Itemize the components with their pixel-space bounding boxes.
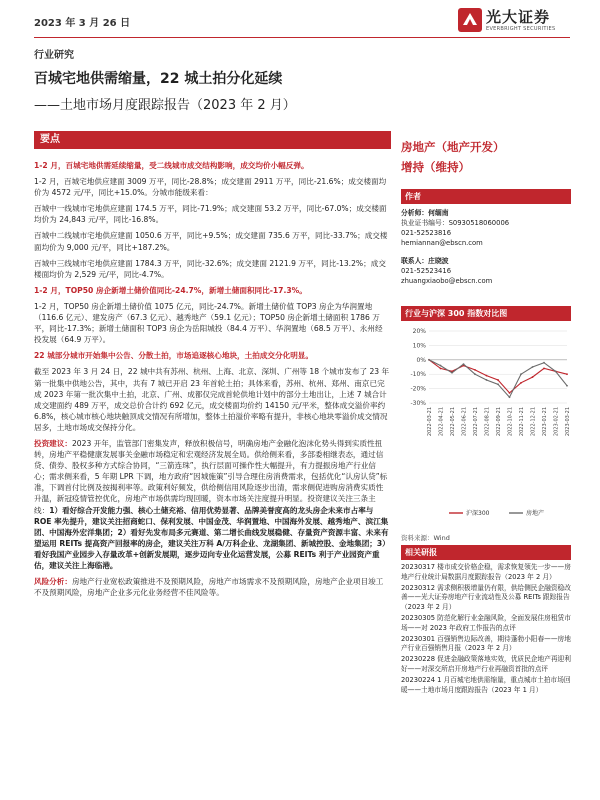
chart-data-point xyxy=(566,385,568,387)
contact-email[interactable]: zhuangxiaobo@ebscn.com xyxy=(401,277,493,285)
chart-data-point xyxy=(532,376,534,378)
chart-source: 资料来源：Wind xyxy=(401,534,450,542)
rating: 增持（维持） xyxy=(401,160,470,174)
chart-x-tick-label: 2022-07-21 xyxy=(473,407,479,437)
chart-x-tick-label: 2022-11-21 xyxy=(519,407,525,437)
chart-data-point xyxy=(509,396,511,398)
chart-data-point xyxy=(497,383,499,385)
chart-x-tick-label: 2022-12-21 xyxy=(530,407,537,437)
sector-name: 房地产（地产开发） xyxy=(401,140,505,154)
related-report[interactable]: 20230312 需求侧积极增量仍有限，供给侧民企融资稳改善——光大证券房地产行业流动性及公募 REITs 跟踪报告（2023 年 2 月） xyxy=(401,583,571,612)
chart-y-tick-label: 20% xyxy=(412,328,426,335)
chart-data-point xyxy=(497,379,499,381)
chart-svg xyxy=(401,323,571,523)
author-block xyxy=(401,208,571,286)
contact-phone: 021-52523416 xyxy=(401,267,452,275)
chart-data-point xyxy=(474,373,476,375)
related-report[interactable]: 20230317 楼市成交价格企稳，需求恢复领先一步——房地产行业统计局数据月度跟踪报告（2023 年 2 月） xyxy=(401,563,571,581)
chart-series-line xyxy=(429,360,567,397)
chart-x-tick-label: 2023-01-21 xyxy=(542,407,548,437)
chart-x-tick-label: 2022-09-21 xyxy=(496,407,502,437)
chart-data-point xyxy=(566,373,568,375)
chart-data-point xyxy=(451,372,453,374)
paragraph-tier1: 百城中一线城市宅地供应建面 174.5 万平，同比-71.9%；成交建面 53.2 万平，同比-67.0%；成交楼面均价为 24,843 元/平，同比-16.8%。 xyxy=(34,204,387,225)
report-title: 百城宅地供需缩量，22 城土拍分化延续 xyxy=(34,71,283,87)
chart-data-point xyxy=(543,368,545,370)
related-reports xyxy=(401,563,571,696)
chart-legend-label: 房地产 xyxy=(526,510,545,517)
chart-y-tick-label: 0% xyxy=(416,356,426,364)
paragraph-supply: 1-2 月，百城宅地供应建面 3009 万平，同比-28.8%；成交建面 2911 万平，同比-21.6%；成交楼面均价为 4572 元/平，同比+15.0%。分城市能级来看： xyxy=(34,177,387,198)
contact-name: 联系人：庄晓波 xyxy=(401,257,449,265)
paragraph-22-cities: 截至 2023 年 3 月 24 日，22 城中共有苏州、杭州、上海、北京、深圳、广州等 18 个城市发布了 23 年第一批集中供地公告，其中，共有 7 城已开启 23 年首轮土拍；具体来看，苏州、杭州、郑州、南京已完成 2023 年第一批次集中土拍，北京、广州、成都仅完成首轮供地计划中的部分土地出让，上述 7 城合计成交建面约 489 万平，成交总价合计约 692 亿元，成交楼面均价约 14150 元/平米，整体成交溢价率约 6.8%，核心城市核心地块触顶成交情况有所增加，整体土拍溢价率略有提升，非核心地块零溢价成交情况居多，土地市场成交保持分化。 xyxy=(34,367,390,432)
report-category: 行业研究 xyxy=(34,50,74,61)
index-comparison-chart xyxy=(401,323,571,533)
brand-logo-icon xyxy=(458,8,482,32)
chart-x-tick-label: 2023-02-21 xyxy=(553,407,560,437)
analyst-cert: 执业证书编号：S0930518060006 xyxy=(401,219,510,227)
chart-y-tick-label: -10% xyxy=(410,371,426,379)
analyst-email[interactable]: hemiannan@ebscn.com xyxy=(401,239,483,247)
report-subtitle: ——土地市场月度跟踪报告（2023 年 2 月） xyxy=(34,98,296,113)
highlight-3: 22 城部分城市开始集中公告、分散土拍，市场追逐核心地块，土拍成交分化明显。 xyxy=(34,351,313,361)
analyst-phone: 021-52523816 xyxy=(401,229,452,237)
related-header: 相关研报 xyxy=(401,545,571,560)
chart-x-tick-label: 2022-06-21 xyxy=(461,407,468,437)
paragraph-investment xyxy=(34,438,390,571)
section-header-key-points: 要点 xyxy=(34,131,391,149)
analyst-name: 分析师：何缅南 xyxy=(401,209,449,217)
chart-header: 行业与沪深 300 指数对比图 xyxy=(401,306,571,321)
paragraph-tier2: 百城中二线城市宅地供应建面 1050.6 万平，同比+9.5%；成交建面 735.6 万平，同比-33.7%；成交楼面均价为 9,000 元/平，同比+187.2%。 xyxy=(34,231,388,252)
investment-text: 2023 开年，监管部门密集发声，释放积极信号，明确房地产金融化泡沫化势头得到实质性扭转，房地产平稳健康发展事关金融市场稳定和宏观经济发展全局。供给侧来看，多部委相继表态，通过信贷、债券、股权多种方式综合协同，“三箭连珠”，执行层面可操作性大幅提升，有力提振房地产行业信心；需求侧来看，5 年期 LPR 下调，地方政府“因城施策”引导合理住房消费需求，包括优化“认房认贷”标准，下调首付比例及按揭利率等。政策利好频发，供给侧信用风险逐步出清，需求侧促进购房消费实质性升温，新冠疫情管控优化，房地产市场供需均现回暖，资本市场关注度提升明显。投资建议关注三条主线： xyxy=(34,438,388,515)
investment-lines: 1）看好综合开发能力强、核心土储充裕、信用优势显著、品牌美誉度高的龙头房企未来市占率与 ROE 率先提升，建议关注招商蛇口、保利发展、中国金茂、华润置地、中国海外发展、越秀地产、滨江集团、中国海外宏洋集团；2）看好先发布局多元赛道、第二增长曲线发展稳健、存量资产资源丰富、未来有望运用 REITs 提高资产回报率的房企，建议关注万科 A/万科企业、龙湖集团、新城控股、金地集团；3）看好我国产业园步入存量改革+创新发展期，逐步迈向专业化运营发展，公募 REITs 利于产业园资产重估，建议关注上海临港。 xyxy=(34,505,390,570)
chart-data-point xyxy=(440,368,442,370)
chart-y-tick-label: -20% xyxy=(410,385,426,393)
chart-data-point xyxy=(440,365,442,367)
related-report[interactable]: 20230228 促进金融政策落地实效，优质民企地产再迎利好——对深交所启开房地产行业再融资首批的点评 xyxy=(401,655,571,673)
related-report[interactable]: 20230224 1 月百城宅地供需缩量，重点城市土拍市场回暖——土地市场月度跟踪报告（2023 年 1 月） xyxy=(401,675,571,694)
chart-data-point xyxy=(509,392,511,394)
chart-data-point xyxy=(486,379,488,381)
chart-data-point xyxy=(428,359,430,361)
highlight-2: 1-2 月，TOP50 房企新增土储价值同比-24.7%，新增土储面积同比-17.3%。 xyxy=(34,285,307,295)
chart-x-tick-label: 2022-03-21 xyxy=(427,407,433,437)
chart-data-point xyxy=(555,370,557,372)
brand-name-cn: 光大证券 xyxy=(486,8,551,26)
related-report[interactable]: 20230301 百强销售边际改善，期待蓬勃小阳春——房地产行业百强销售月报（2023 年 2 月） xyxy=(401,634,571,653)
chart-y-tick-label: -30% xyxy=(410,400,426,407)
risk-text: 房地产行业宽松政策推进不及预期风险，房地产市场需求不及预期风险，房地产企业项目竣工不及预期风险，房地产企业多元化业务经营不佳风险等。 xyxy=(34,577,384,598)
brand-logo xyxy=(458,6,570,36)
risk-label: 风险分析： xyxy=(34,577,72,587)
chart-data-point xyxy=(474,369,476,371)
chart-data-point xyxy=(520,373,522,375)
chart-x-tick-label: 2022-08-21 xyxy=(484,407,491,437)
chart-x-tick-label: 2022-10-21 xyxy=(507,407,514,437)
chart-data-point xyxy=(486,375,488,377)
author-header: 作者 xyxy=(401,189,571,204)
paragraph-top50: 1-2 月，TOP50 房企新增土储价值 1075 亿元，同比-24.7%。新增土储价值 TOP3 房企为华润置地（116.6 亿元）、建发房产（67.3 亿元）、越秀地产（59.1 亿元）；TOP50 房企新增土储面积 1786 万平，同比-17.3%；新增土储面积 TOP3 房企为岳阳城投（84.4 万平）、华润置地（68.5 万平）、永州经投发展（64.9 万平）。 xyxy=(34,301,383,345)
chart-x-tick-label: 2022-04-21 xyxy=(438,407,445,437)
highlight-1: 1-2 月，百城宅地供需延续缩量，受二线城市成交结构影响，成交均价小幅反弹。 xyxy=(34,161,309,170)
investment-label: 投资建议： xyxy=(34,438,72,448)
chart-data-point xyxy=(543,362,545,364)
paragraph-tier3: 百城中三线城市宅地供应建面 1784.3 万平，同比-32.6%；成交建面 2121.9 万平，同比-13.2%；成交楼面均价为 2,529 元/平，同比-4.7%。 xyxy=(34,258,386,279)
chart-data-point xyxy=(520,382,522,384)
main-content xyxy=(34,160,390,603)
related-report[interactable]: 20230305 防范化解行业金融风险，全面发展住房租赁市场——对 2023 年政府工作报告的点评 xyxy=(401,613,571,632)
header-divider xyxy=(34,37,570,38)
chart-legend-label: 沪深300 xyxy=(466,510,490,517)
chart-x-tick-label: 2022-05-21 xyxy=(450,407,456,437)
chart-data-point xyxy=(532,366,534,368)
chart-y-tick-label: 10% xyxy=(412,342,426,350)
report-date: 2023 年 3 月 26 日 xyxy=(34,18,131,29)
brand-name-en: EVERBRIGHT SECURITIES xyxy=(486,26,556,32)
paragraph-risk xyxy=(34,576,390,598)
chart-x-tick-label: 2023-03-21 xyxy=(565,407,571,437)
chart-data-point xyxy=(463,363,465,365)
